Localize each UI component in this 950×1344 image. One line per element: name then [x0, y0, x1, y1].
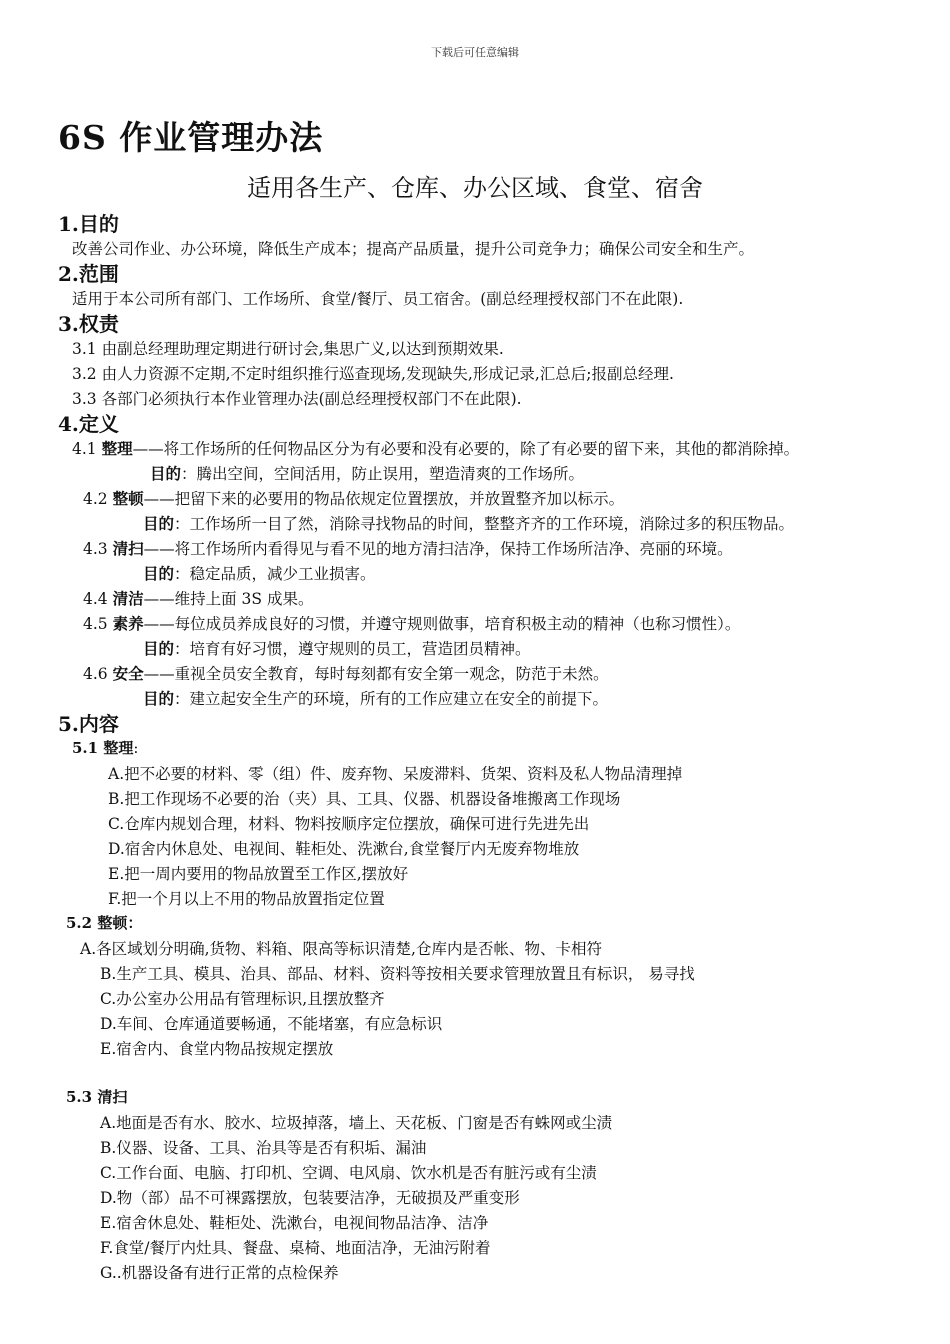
definition-desc: ——将工作场所内看得见与看不见的地方清扫洁净，保持工作场所洁净、亮丽的环境。 — [143, 540, 733, 558]
goal-label: 目的 — [143, 564, 175, 583]
section-authority-heading: 3.权责 — [58, 312, 119, 336]
definition-term: 整顿 — [112, 489, 144, 508]
list-item: D.车间、仓库通道要畅通，不能堵塞，有应急标识 — [100, 1015, 443, 1033]
definition-goal — [143, 637, 531, 659]
goal-text: ：工作场所一目了然，消除寻找物品的时间，整整齐齐的工作环境，消除过多的积压物品。 — [174, 515, 795, 533]
definition-term: 清洁 — [112, 589, 144, 608]
definition-term: 清扫 — [112, 539, 144, 558]
list-item: A.把不必要的材料、零（组）件、废弃物、呆废滞料、货架、资料及私人物品清理掉 — [108, 765, 683, 783]
goal-label: 目的 — [143, 639, 175, 658]
list-item: C.仓库内规划合理，材料、物料按顺序定位摆放，确保可进行先进先出 — [108, 815, 590, 833]
definition-goal — [150, 462, 584, 484]
list-item: B.生产工具、模具、治具、部品、材料、资料等按相关要求管理放置且有标识， 易寻找 — [100, 965, 695, 983]
definition-term: 安全 — [112, 664, 144, 683]
authority-item: 3.3 各部门必须执行本作业管理办法(副总经理授权部门不在此限). — [72, 390, 522, 408]
list-item: A.各区域划分明确,货物、料箱、限高等标识清楚,仓库内是否帐、物、卡相符 — [80, 940, 602, 958]
goal-label: 目的 — [143, 689, 175, 708]
definition-goal — [143, 562, 376, 584]
definition-num: 4.4 — [83, 590, 108, 608]
list-item: E.把一周内要用的物品放置至工作区,摆放好 — [108, 865, 409, 883]
definition-goal — [143, 512, 794, 534]
definition-desc: ——维持上面 3S 成果。 — [143, 590, 314, 608]
goal-text: ：建立起安全生产的环境，所有的工作应建立在安全的前提下。 — [174, 690, 609, 708]
definition-num: 4.2 — [83, 490, 108, 508]
list-item: D.物（部）品不可裸露摆放，包装要洁净，无破损及严重变形 — [100, 1189, 520, 1207]
definition-item — [83, 662, 609, 684]
definition-num: 4.6 — [83, 665, 108, 683]
list-item: B.仪器、设备、工具、治具等是否有积垢、漏油 — [100, 1139, 427, 1157]
definition-term: 素养 — [112, 614, 144, 633]
page-header: 下载后可任意编辑 — [431, 46, 519, 59]
definition-num: 4.5 — [83, 615, 108, 633]
section-purpose-heading: 1.目的 — [58, 212, 119, 236]
goal-text: ：培育有好习惯，遵守规则的员工，营造团员精神。 — [174, 640, 531, 658]
definition-goal — [143, 687, 608, 709]
goal-label: 目的 — [143, 514, 175, 533]
list-item: B.把工作现场不必要的治（夹）具、工具、仪器、机器设备堆搬离工作现场 — [108, 790, 621, 808]
list-item: C.办公室办公用品有管理标识,且摆放整齐 — [100, 990, 385, 1008]
definition-item — [83, 487, 624, 509]
authority-item: 3.2 由人力资源不定期,不定时组织推行巡查现场,发现缺失,形成记录,汇总后;报副总经理. — [72, 365, 674, 383]
list-item: F.食堂/餐厅内灶具、餐盘、桌椅、地面洁净，无油污附着 — [100, 1239, 491, 1257]
subsection-5-1-label: 5.1 整理: — [72, 739, 139, 757]
subsection-5-3-label: 5.3 清扫 — [66, 1088, 128, 1106]
definition-desc: ——把留下来的必要用的物品依规定位置摆放，并放置整齐加以标示。 — [143, 490, 625, 508]
definition-num: 4.3 — [83, 540, 108, 558]
definition-term: 整理 — [101, 439, 133, 458]
page-title: 6S 作业管理办法 — [58, 118, 324, 157]
list-item: E.宿舍休息处、鞋柜处、洗漱台，电视间物品洁净、洁净 — [100, 1214, 489, 1232]
definition-desc: ——每位成员养成良好的习惯，并遵守规则做事，培育积极主动的精神（也称习惯性）。 — [143, 615, 741, 633]
list-item: C.工作台面、电脑、打印机、空调、电风扇、饮水机是否有脏污或有尘渍 — [100, 1164, 597, 1182]
section-definition-heading: 4.定义 — [58, 412, 119, 436]
subsection-5-2-label: 5.2 整顿： — [66, 914, 143, 932]
definition-desc: ——将工作场所的任何物品区分为有必要和没有必要的，除了有必要的留下来，其他的都消除掉。 — [132, 440, 800, 458]
definition-desc: ——重视全员安全教育，每时每刻都有安全第一观念，防范于未然。 — [143, 665, 609, 683]
scope-text: 适用于本公司所有部门、工作场所、食堂/餐厅、员工宿舍。(副总经理授权部门不在此限). — [72, 290, 684, 308]
list-item: A.地面是否有水、胶水、垃圾掉落，墙上、天花板、门窗是否有蛛网或尘渍 — [100, 1114, 613, 1132]
definition-item — [72, 437, 799, 459]
list-item: G..机器设备有进行正常的点检保养 — [100, 1264, 339, 1282]
authority-item: 3.1 由副总经理助理定期进行研讨会,集思广义,以达到预期效果. — [72, 340, 504, 358]
definition-item — [83, 587, 313, 609]
page-subtitle: 适用各生产、仓库、办公区域、食堂、宿舍 — [247, 174, 703, 202]
goal-label: 目的 — [150, 464, 182, 483]
section-scope-heading: 2.范围 — [58, 262, 119, 286]
definition-item — [83, 612, 740, 634]
list-item: D.宿舍内休息处、电视间、鞋柜处、洗漱台,食堂餐厅内无废弃物堆放 — [108, 840, 580, 858]
section-content-heading: 5.内容 — [58, 712, 119, 736]
list-item: E.宿舍内、食堂内物品按规定摆放 — [100, 1040, 334, 1058]
definition-num: 4.1 — [72, 440, 97, 458]
definition-item — [83, 537, 733, 559]
goal-text: ：稳定品质，减少工业损害。 — [174, 565, 376, 583]
goal-text: ：腾出空间，空间活用，防止误用，塑造清爽的工作场所。 — [181, 465, 585, 483]
purpose-text: 改善公司作业、办公环境，降低生产成本；提高产品质量，提升公司竞争力；确保公司安全和生产。 — [72, 240, 755, 258]
list-item: F.把一个月以上不用的物品放置指定位置 — [108, 890, 385, 908]
